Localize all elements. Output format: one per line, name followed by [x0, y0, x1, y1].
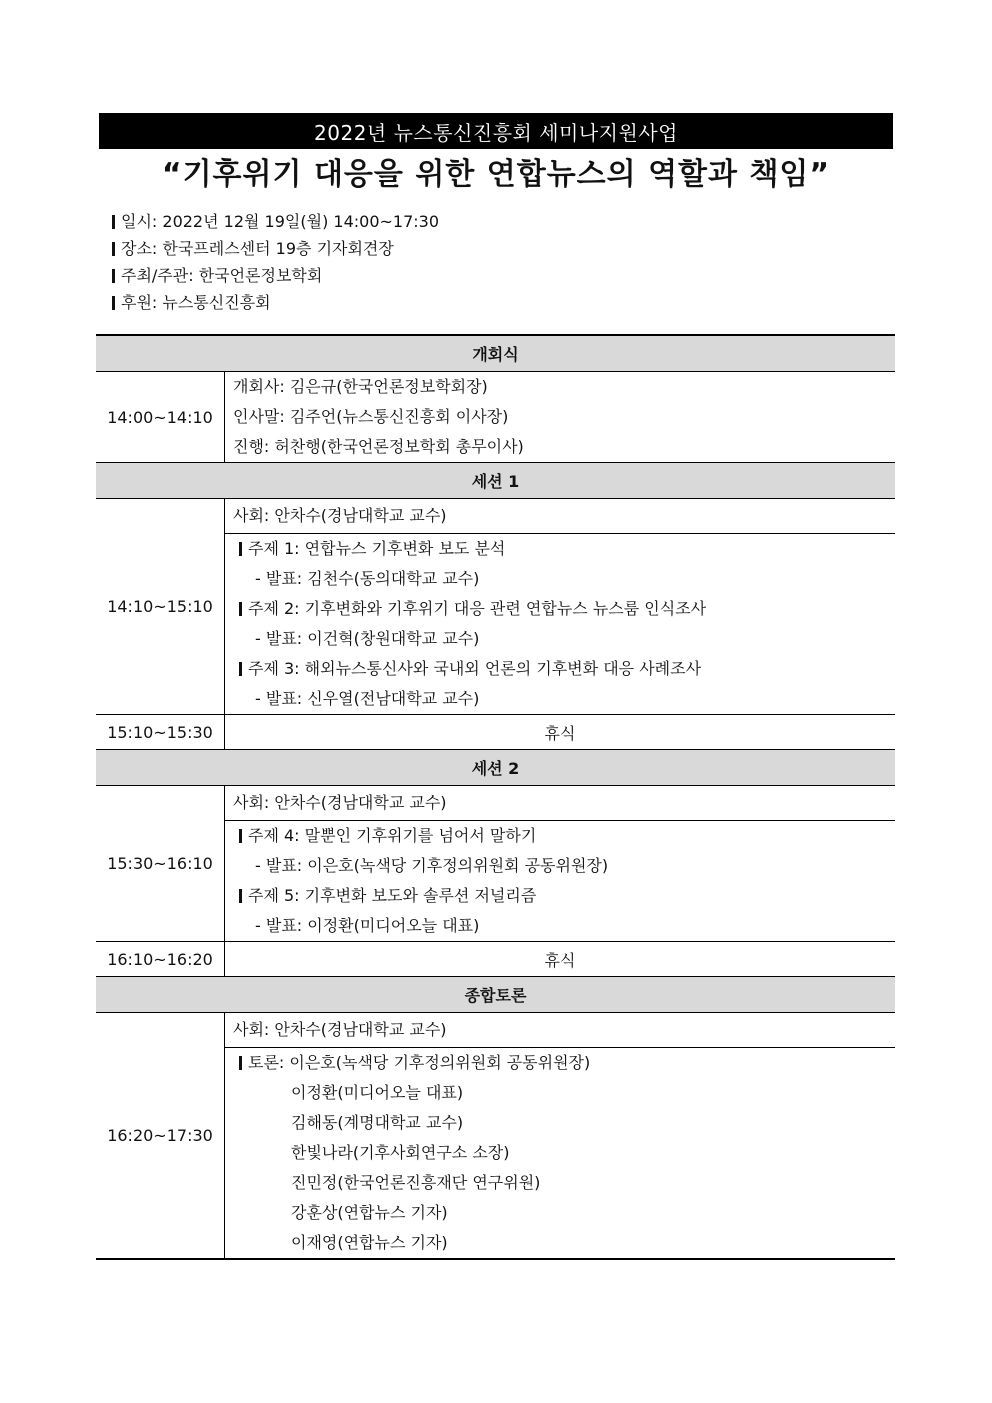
bullet-bar-icon: [239, 829, 242, 843]
bullet-bar-icon: [239, 662, 242, 676]
panelist: 한빛나라(기후사회연구소 소장): [291, 1143, 510, 1162]
session2-topics: 주제 4: 말뿐인 기후위기를 넘어서 말하기 - 발표: 이은호(녹색당 기후정의위원회 공동위원장) 주제 5: 기후변화 보도와 솔루션 저널리즘 - 발표: 이정환(미디어오늘 대표): [225, 821, 896, 942]
panelist: 김해동(계명대학교 교수): [291, 1113, 464, 1132]
opening-details: 개회사: 김은규(한국언론정보학회장) 인사말: 김주언(뉴스통신진흥회 이사장) 진행: 허찬행(한국언론정보학회 총무이사): [225, 372, 896, 463]
time-cell: 16:10~16:20: [96, 942, 225, 977]
moderator: 사회: 안차수(경남대학교 교수): [225, 1013, 896, 1048]
bullet-bar-icon: [112, 242, 115, 256]
banner: 2022년 뉴스통신진흥회 세미나지원사업: [99, 113, 893, 149]
time-cell: 14:00~14:10: [96, 372, 225, 463]
bullet-bar-icon: [239, 602, 242, 616]
session1-topics: 주제 1: 연합뉴스 기후변화 보도 분석 - 발표: 김천수(동의대학교 교수) 주제 2: 기후변화와 기후위기 대응 관련 연합뉴스 뉴스룸 인식조사 - 발표: 이건혁(창원대학교 교수) 주제 3: 해외뉴스통신사와 국내외 언론의 기후변화 대응 사례조사 - 발표: 신우열(전남대학교 교수): [225, 534, 896, 715]
bullet-bar-icon: [112, 269, 115, 283]
panelist: 이정환(미디어오늘 대표): [291, 1083, 464, 1102]
page-title: “기후위기 대응을 위한 연합뉴스의 역할과 책임”: [161, 157, 831, 192]
section-header-opening: 개회식: [96, 335, 895, 372]
panelist: 강훈상(연합뉴스 기자): [291, 1203, 448, 1222]
schedule-table: [96, 334, 895, 1260]
break-label: 휴식: [225, 715, 896, 750]
bullet-bar-icon: [239, 889, 242, 903]
section-header-discussion: 종합토론: [96, 977, 895, 1013]
discussion-panel: 토론: 이은호(녹색당 기후정의위원회 공동위원장) 이정환(미디어오늘 대표) 김해동(계명대학교 교수) 한빛나라(기후사회연구소 소장) 진민정(한국언론진흥재단 연구위원) 강훈상(연합뉴스 기자) 이재영(연합뉴스 기자): [225, 1048, 896, 1260]
time-cell: 15:30~16:10: [96, 786, 225, 942]
table-row-break: [96, 715, 895, 750]
table-row: [96, 1013, 895, 1048]
info-host: 주최/주관: 한국언론정보학회: [112, 262, 439, 289]
table-row-break: [96, 942, 895, 977]
info-sponsor: 후원: 뉴스통신진흥회: [112, 289, 439, 316]
table-row: [96, 786, 895, 821]
bullet-bar-icon: [239, 1056, 242, 1070]
time-cell: 15:10~15:30: [96, 715, 225, 750]
time-cell: 14:10~15:10: [96, 499, 225, 715]
info-venue: 장소: 한국프레스센터 19층 기자회견장: [112, 235, 439, 262]
section-header-session2: 세션 2: [96, 750, 895, 786]
break-label: 휴식: [225, 942, 896, 977]
moderator: 사회: 안차수(경남대학교 교수): [225, 499, 896, 534]
section-header-session1: 세션 1: [96, 463, 895, 499]
panelist: 이재영(연합뉴스 기자): [291, 1233, 448, 1252]
table-row: [96, 499, 895, 534]
moderator: 사회: 안차수(경남대학교 교수): [225, 786, 896, 821]
info-date: 일시: 2022년 12월 19일(월) 14:00~17:30: [112, 208, 439, 235]
event-info: [112, 208, 439, 316]
bullet-bar-icon: [112, 296, 115, 310]
bullet-bar-icon: [112, 215, 115, 229]
panelist: 진민정(한국언론진흥재단 연구위원): [291, 1173, 541, 1192]
time-cell: 16:20~17:30: [96, 1013, 225, 1260]
table-row: [96, 372, 895, 463]
bullet-bar-icon: [239, 542, 242, 556]
